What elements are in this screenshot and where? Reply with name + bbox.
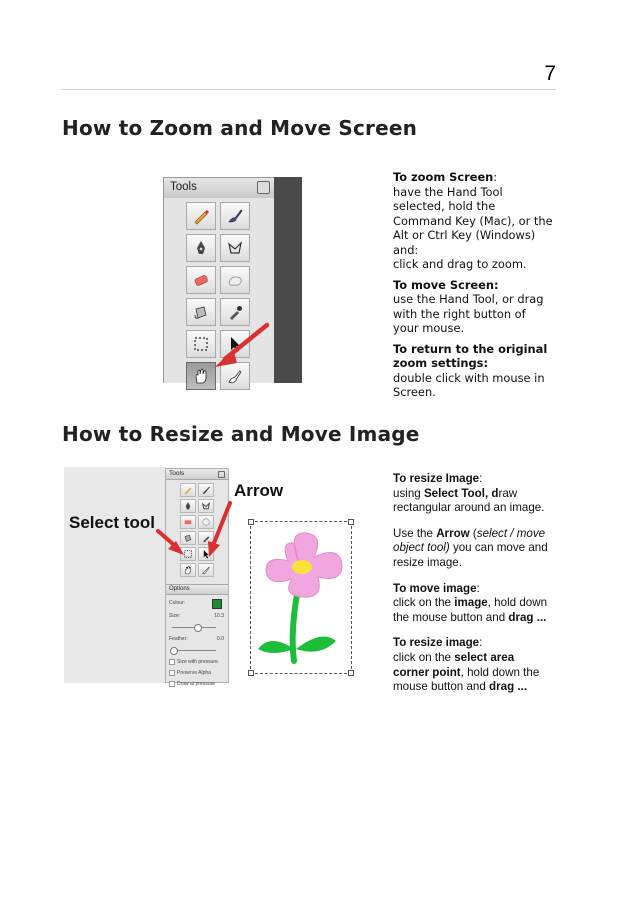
move-image-heading: To move image bbox=[393, 581, 477, 595]
zoom-line: selected, hold the bbox=[393, 199, 496, 213]
move-paragraph bbox=[393, 278, 563, 336]
text: corner point bbox=[393, 665, 461, 679]
feather-value: 0.0 bbox=[217, 636, 224, 642]
zoom-line: and: bbox=[393, 242, 419, 257]
reset-line: Screen. bbox=[393, 385, 436, 399]
text: , hold down the bbox=[460, 665, 540, 679]
arrow-paragraph bbox=[393, 527, 563, 571]
move-line: with the right button of bbox=[393, 306, 526, 321]
text: drag ... bbox=[508, 610, 547, 624]
checkbox-label: Preserve Alpha bbox=[177, 670, 211, 676]
zoom-paragraph bbox=[393, 170, 563, 272]
reset-paragraph bbox=[393, 342, 563, 400]
zoom-instructions bbox=[393, 170, 563, 406]
zoom-heading-colon: : bbox=[493, 170, 498, 184]
text: resize image. bbox=[393, 555, 462, 569]
move-line: use the Hand Tool, or drag bbox=[393, 292, 544, 306]
resize-screenshot bbox=[64, 467, 354, 687]
text: raw bbox=[498, 486, 518, 500]
text: using bbox=[393, 486, 424, 500]
tools-panel-screenshot bbox=[163, 177, 302, 383]
header-rule bbox=[62, 89, 556, 90]
select-tool-text: Select Tool bbox=[423, 486, 485, 500]
tools-panel-title: Tools bbox=[170, 181, 197, 193]
text: the mouse button and bbox=[393, 610, 509, 624]
move-line: your mouse. bbox=[393, 321, 465, 335]
move-heading: To move Screen: bbox=[393, 277, 499, 292]
text: image bbox=[454, 596, 488, 610]
text: click on the bbox=[393, 650, 455, 664]
text: Use the bbox=[393, 526, 437, 540]
zoom-line: have the Hand Tool bbox=[393, 184, 503, 199]
size-value: 10.3 bbox=[214, 613, 224, 619]
colon: : bbox=[479, 636, 483, 650]
resize-image-paragraph bbox=[393, 636, 563, 694]
text: select area bbox=[454, 650, 515, 664]
red-arrow-icon bbox=[163, 177, 302, 383]
page-number: 7 bbox=[544, 62, 556, 85]
zoom-line: Command Key (Mac), or the bbox=[393, 213, 553, 228]
colon: : bbox=[479, 472, 483, 485]
text: click on the bbox=[393, 596, 455, 610]
arrow-text: Arrow bbox=[436, 526, 470, 540]
select-tool-label: Select tool bbox=[69, 513, 155, 532]
resize-image-heading: To resize image bbox=[393, 636, 480, 650]
checkbox-label: Size with pressure bbox=[177, 659, 218, 665]
text: object tool) bbox=[393, 541, 450, 555]
text: drag ... bbox=[489, 680, 528, 694]
reset-line: double click with mouse in bbox=[393, 370, 545, 385]
arrow-label: Arrow bbox=[234, 481, 284, 500]
colour-label: Colour: bbox=[169, 600, 186, 606]
section-title-zoom: How to Zoom and Move Screen bbox=[62, 116, 418, 140]
text: ( bbox=[469, 526, 477, 540]
reset-heading: To return to the original bbox=[393, 341, 548, 356]
resize-paragraph bbox=[393, 472, 563, 516]
zoom-heading: To zoom Screen bbox=[393, 170, 494, 184]
mini-options-title: Options bbox=[166, 584, 228, 595]
feather-label: Feather: bbox=[169, 636, 188, 642]
move-image-paragraph bbox=[393, 582, 563, 626]
text: you can move and bbox=[449, 541, 548, 555]
zoom-line: click and drag to zoom. bbox=[393, 257, 527, 271]
zoom-line: Alt or Ctrl Key (Windows) bbox=[393, 228, 536, 242]
text: select / move bbox=[476, 526, 546, 540]
reset-heading: zoom settings: bbox=[393, 356, 489, 370]
text: rectangular around an image. bbox=[393, 501, 545, 515]
checkbox-label: Draw at pressure bbox=[177, 681, 216, 687]
size-label: Size: bbox=[169, 613, 181, 619]
text: mouse button and bbox=[393, 680, 490, 694]
text: , hold down bbox=[487, 596, 548, 610]
red-arrows-icon bbox=[64, 467, 354, 683]
resize-instructions bbox=[393, 472, 563, 706]
section-title-resize: How to Resize and Move Image bbox=[62, 422, 420, 446]
resize-heading: To resize Image bbox=[393, 472, 480, 485]
colon: : bbox=[476, 581, 480, 595]
mini-tools-title: Tools bbox=[169, 470, 185, 477]
text: , d bbox=[484, 486, 499, 500]
